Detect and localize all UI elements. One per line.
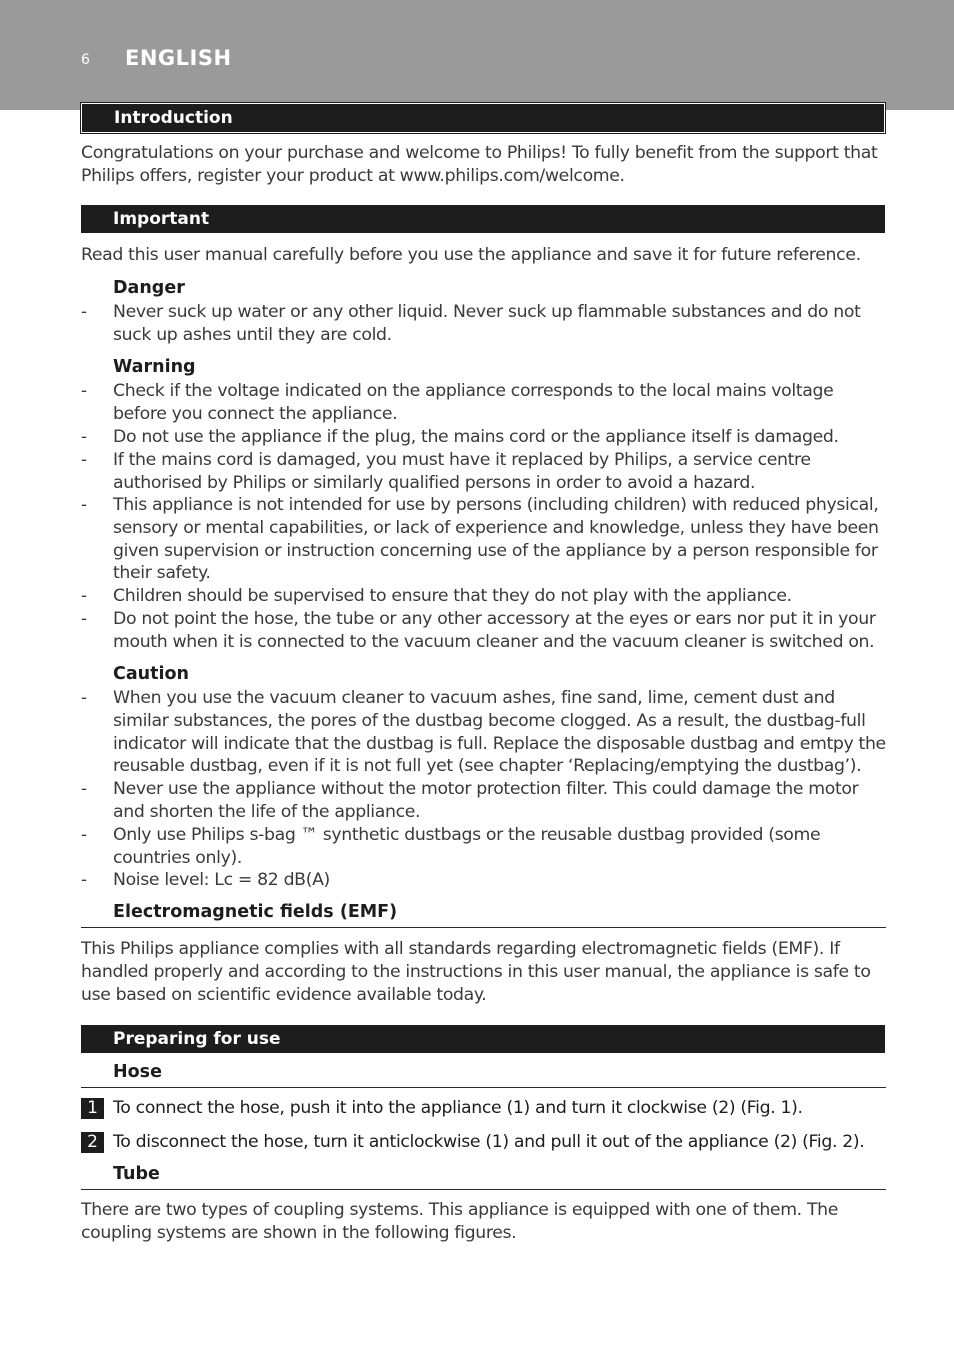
list-dash: - [81, 495, 88, 515]
step-number: 1 [81, 1098, 104, 1119]
list-dash: - [81, 427, 88, 447]
list-item-text: Noise level: Lc = 82 dB(A) [113, 870, 330, 890]
list-dash: - [81, 688, 88, 708]
list-dash: - [81, 609, 88, 629]
hose-heading: Hose [113, 1062, 162, 1082]
list-item-text: Only use Philips s-bag ™ synthetic dustbags or the reusable dustbag provided (some countries only). [113, 825, 821, 868]
list-item-text: Never use the appliance without the motor protection filter. This could damage the motor and shorten the life of the appliance. [113, 779, 859, 822]
step-text: To connect the hose, push it into the appliance (1) and turn it clockwise (2) (Fig. 1). [113, 1098, 803, 1118]
list-dash: - [81, 870, 88, 890]
tube-text: There are two types of coupling systems. This appliance is equipped with one of them. The coupling systems are shown in the following figures. [81, 1200, 839, 1243]
step-number: 2 [81, 1132, 104, 1153]
divider [81, 927, 886, 928]
danger-heading: Danger [113, 278, 185, 298]
tube-heading: Tube [113, 1164, 160, 1184]
list-item-text: If the mains cord is damaged, you must have it replaced by Philips, a service centre authorised by Philips or similarly qualified persons in order to avoid a hazard. [113, 450, 811, 493]
emf-text: This Philips appliance complies with all standards regarding electromagnetic fields (EMF). If handled properly and according to the instructions in this user manual, the appliance is safe to use based on scientific evidence available today. [81, 939, 871, 1005]
list-dash: - [81, 779, 88, 799]
list-dash: - [81, 450, 88, 470]
section-heading-introduction: Introduction [81, 103, 885, 133]
divider [81, 1087, 886, 1088]
list-dash: - [81, 302, 88, 322]
section-heading-important: Important [81, 205, 885, 233]
important-intro-text: Read this user manual carefully before you use the appliance and save it for future reference. [81, 245, 861, 265]
emf-heading: Electromagnetic fields (EMF) [113, 902, 398, 922]
list-item-text: This appliance is not intended for use by persons (including children) with reduced physical, sensory or mental capabilities, or lack of experience and knowledge, unless they have been given supervision or instruction concerning use of the appliance by a person responsible for their safety. [113, 495, 879, 584]
introduction-text: Congratulations on your purchase and welcome to Philips! To fully benefit from the support that Philips offers, register your product at www.philips.com/welcome. [81, 143, 878, 186]
page-number: 6 [81, 52, 90, 68]
divider [81, 1189, 886, 1190]
list-item-text: Never suck up water or any other liquid. Never suck up flammable substances and do not suck up ashes until they are cold. [113, 302, 861, 345]
list-item-text: Check if the voltage indicated on the appliance corresponds to the local mains voltage before you connect the appliance. [113, 381, 834, 424]
language-title: ENGLISH [125, 46, 232, 70]
step-text: To disconnect the hose, turn it anticlockwise (1) and pull it out of the appliance (2) (Fig. 2). [113, 1132, 865, 1152]
list-item-text: Children should be supervised to ensure that they do not play with the appliance. [113, 586, 792, 606]
section-heading-preparing: Preparing for use [81, 1025, 885, 1053]
list-item-text: Do not point the hose, the tube or any other accessory at the eyes or ears nor put it in your mouth when it is connected to the vacuum cleaner and the vacuum cleaner is switched on. [113, 609, 876, 652]
warning-heading: Warning [113, 357, 196, 377]
list-dash: - [81, 381, 88, 401]
list-item-text: When you use the vacuum cleaner to vacuum ashes, fine sand, lime, cement dust and similar substances, the pores of the dustbag become clogged. As a result, the dustbag-full indicator will indicate that the dustbag is full. Replace the disposable dustbag and emtpy the reusable dustbag, even if it is not full yet (see chapter ‘Replacing/emptying the dustbag’). [113, 688, 886, 777]
list-dash: - [81, 586, 88, 606]
caution-heading: Caution [113, 664, 189, 684]
list-item-text: Do not use the appliance if the plug, the mains cord or the appliance itself is damaged. [113, 427, 839, 447]
list-dash: - [81, 825, 88, 845]
